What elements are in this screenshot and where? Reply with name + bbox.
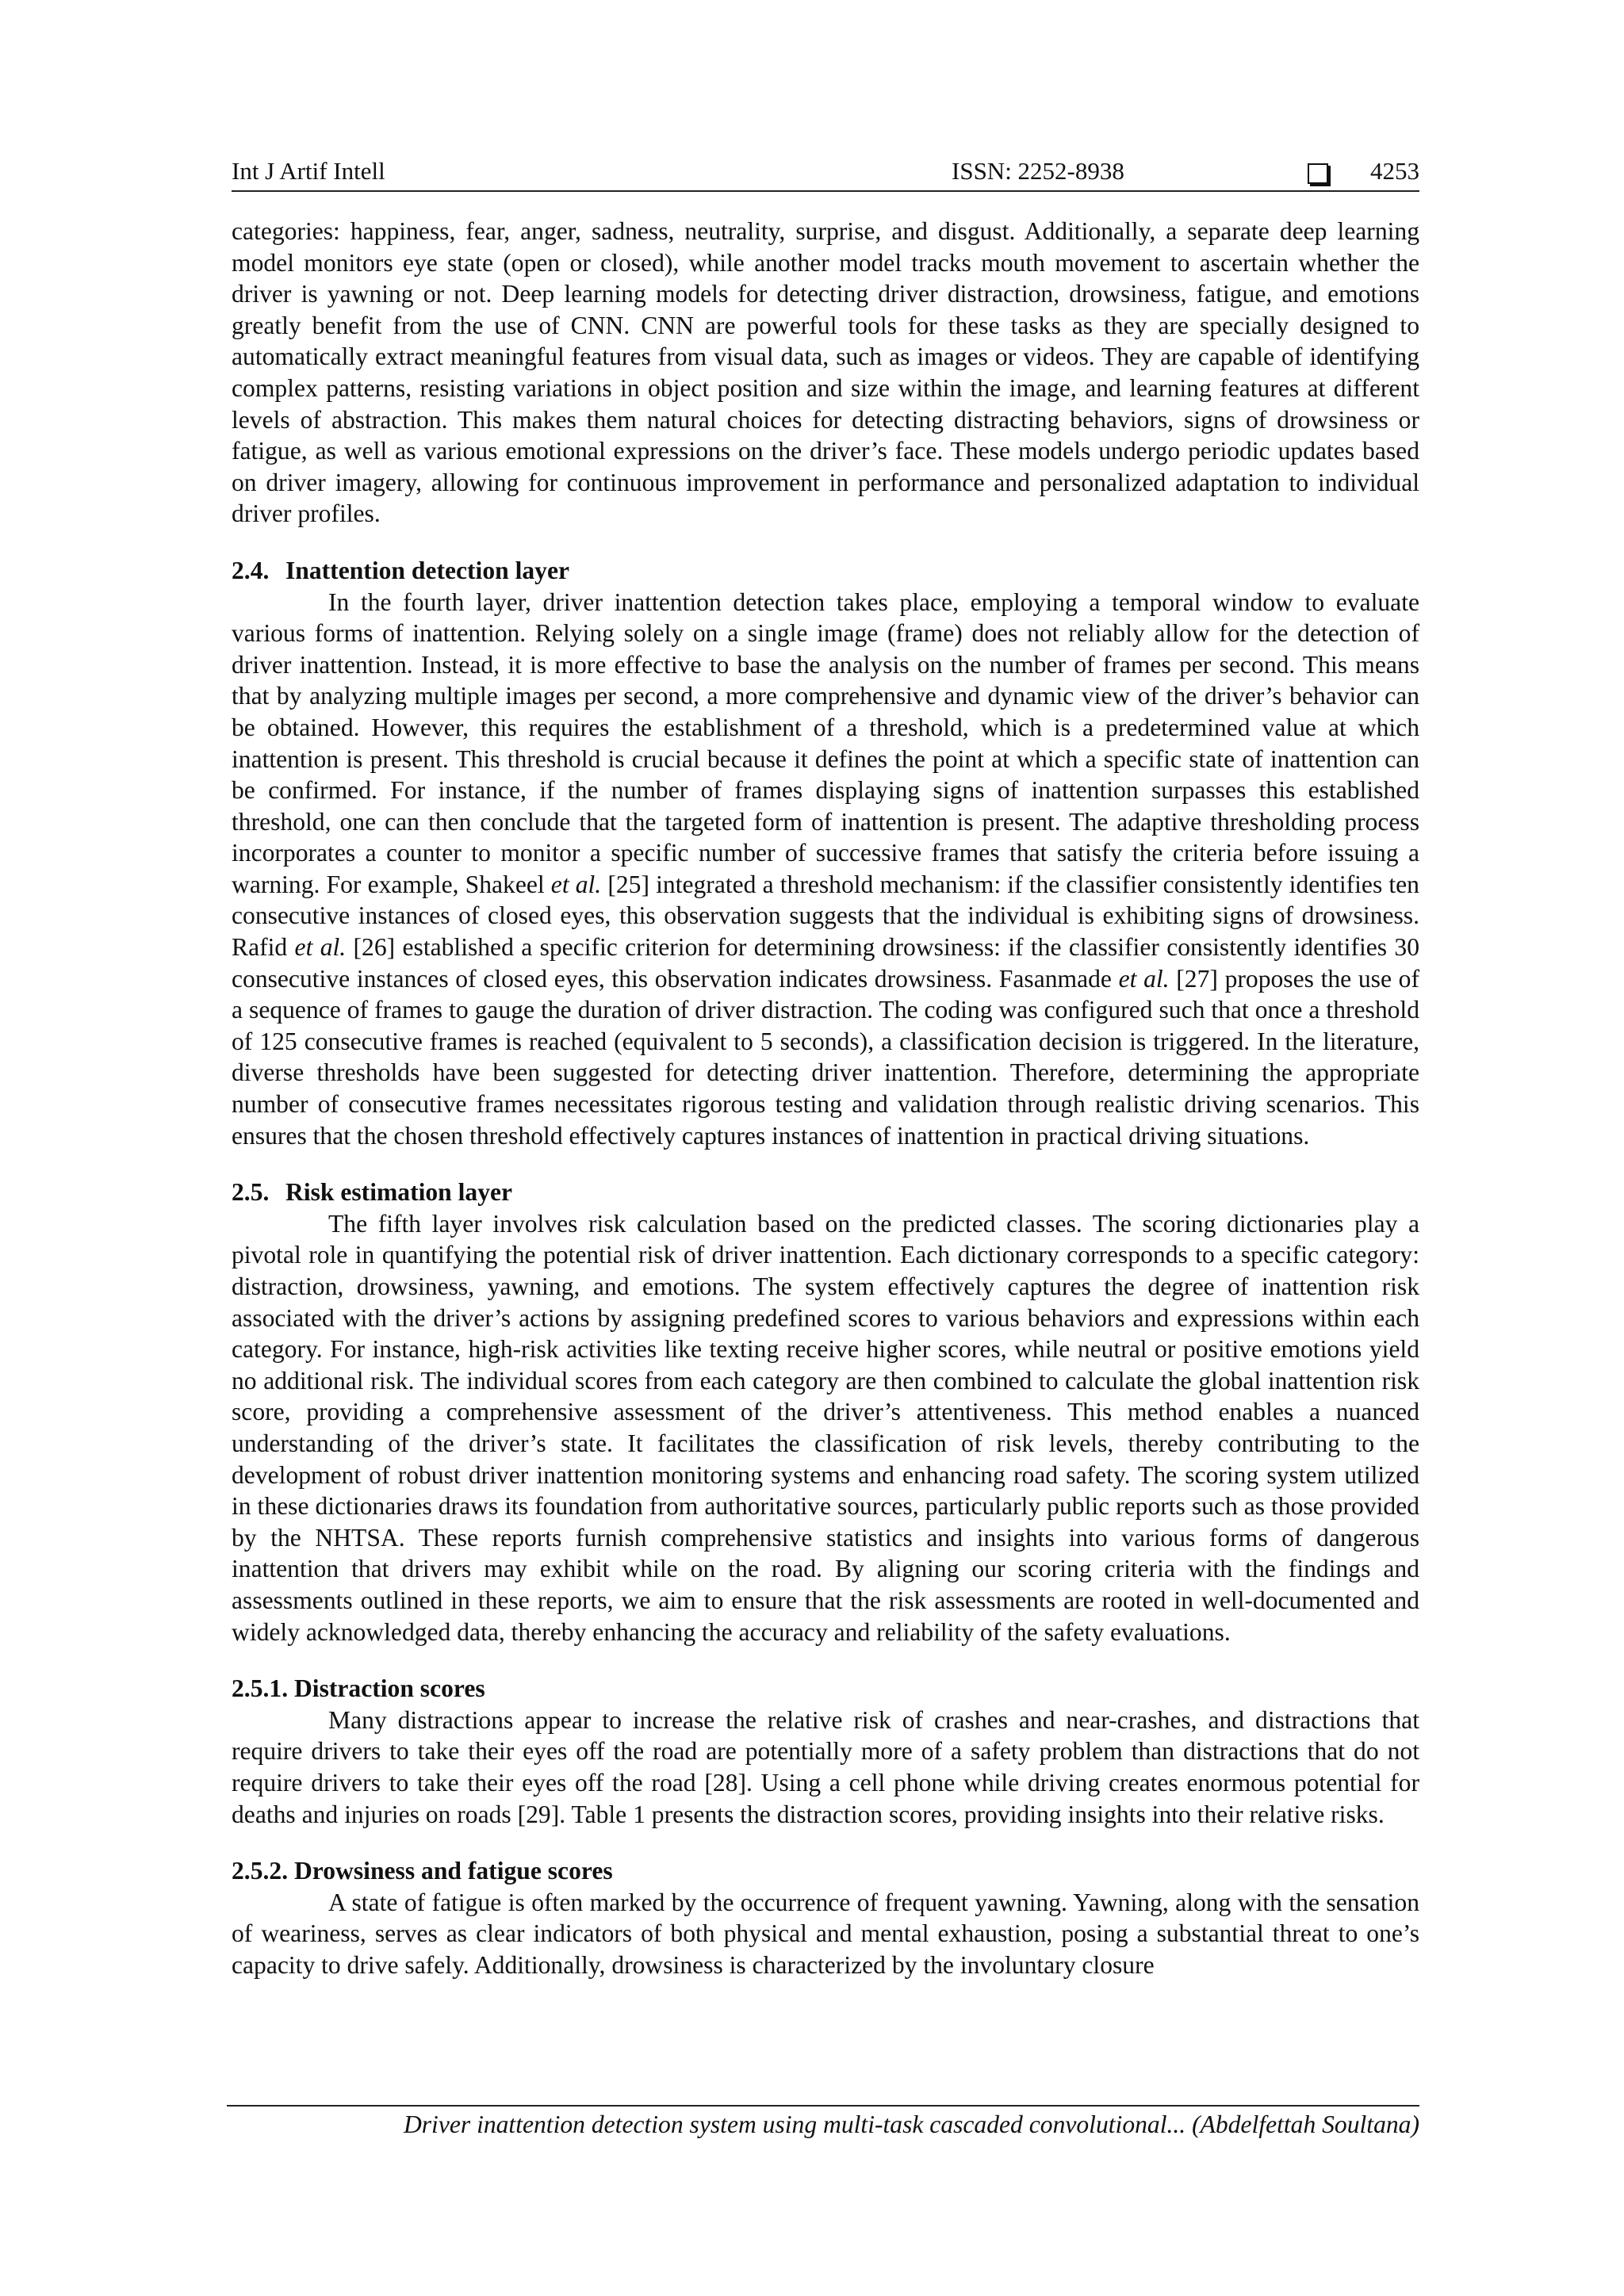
page-header [232,155,1419,192]
paragraph-text: [26] established a specific criterion for determining drowsiness: if the classifier consistently identifies 30 consecutive instances of closed eyes, this observation indicates drowsiness. Fasanmade [232,933,1419,993]
paragraph-distraction-scores: Many distractions appear to increase the relative risk of crashes and near-crashes, and distractions that require drivers to take their eyes off the road are potentially more of a safety problem than distractions that do not require drivers to take their eyes off the road [28]. Using a cell phone while driving creates enormous potential for deaths and injuries on roads [29]. Table 1 presents the distraction scores, providing insights into their relative risks. [232,1705,1419,1828]
section-heading-2-5-1: 2.5.1. Distraction scores [232,1674,485,1703]
journal-name: Int J Artif Intell [232,157,385,185]
section-number: 2.4. [232,556,270,584]
running-title: Driver inattention detection system using multi-task cascaded convolutional... (Abdelfettah Soultana) [403,2110,1419,2138]
section-heading-2-5-2: 2.5.2. Drowsiness and fatigue scores [232,1857,613,1885]
paragraph-drowsiness-scores: A state of fatigue is often marked by the occurrence of frequent yawning. Yawning, along with the sensation of weariness, serves as clear indicators of both physical and mental exhaustion, posing a substantial threat to one’s capacity to drive safely. Additionally, drowsiness is characterized by the involuntary closure [232,1888,1419,1979]
square-box-icon [1308,163,1328,184]
section-heading-2-5 [232,1177,1419,1208]
citation-etal: et al. [550,870,602,898]
section-heading-2-4 [232,555,1419,587]
page-number: 4253 [1370,157,1419,185]
citation-etal: et al. [1118,964,1170,993]
paragraph-risk-estimation: The fifth layer involves risk calculation based on the predicted classes. The scoring dictionaries play a pivotal role in quantifying the potential risk of driver inattention. Each dictionary corresponds to a specific category: distraction, drowsiness, yawning, and emotions. The system effectively captures the degree of inattention risk associated with the driver’s actions by assigning predefined scores to various behaviors and expressions within each category. For instance, high-risk activities like texting receive higher scores, while neutral or positive emotions yield no additional risk. The individual scores from each category are then combined to calculate the global inattention risk score, providing a comprehensive assessment of the driver’s attentiveness. This method enables a nuanced understanding of the driver’s state. It facilitates the classification of risk levels, thereby contributing to the development of robust driver inattention monitoring systems and enhancing road safety. The scoring system utilized in these dictionaries draws its foundation from authoritative sources, particularly public reports such as those provided by the NHTSA. These reports furnish comprehensive statistics and insights into various forms of dangerous inattention that drivers may exhibit while on the road. By aligning our scoring criteria with the findings and assessments outlined in these reports, we aim to ensure that the risk assessments are rooted in well-documented and widely acknowledged data, thereby enhancing the accuracy and reliability of the safety evaluations. [232,1209,1419,1646]
section-number: 2.5. [232,1178,270,1207]
paragraph-text: [27] proposes the use of a sequence of frames to gauge the duration of driver distraction. The coding was configured such that once a threshold of 125 consecutive frames is reached (equivalent to 5 seconds), a classification decision is triggered. In the literature, diverse thresholds have been suggested for detecting driver inattention. Therefore, determining the appropriate number of consecutive frames necessitates rigorous testing and validation through realistic driving scenarios. This ensures that the chosen threshold effectively captures instances of inattention in practical driving situations. [232,964,1419,1150]
paragraph-text: [25] integrated a threshold mechanism: if the classifier consistently identifies ten consecutive instances of closed eyes, this observation suggests that the individual is exhibiting signs of drowsiness. Rafid [232,870,1419,962]
page-footer [227,2105,1419,2141]
paragraph-continued: categories: happiness, fear, anger, sadness, neutrality, surprise, and disgust. Additionally, a separate deep learning model monitors eye state (open or closed), while another model tracks mouth movement to ascertain whether the driver is yawning or not. Deep learning models for detecting driver distraction, drowsiness, fatigue, and emotions greatly benefit from the use of CNN. CNN are powerful tools for these tasks as they are specially designed to automatically extract meaningful features from visual data, such as images or videos. They are capable of identifying complex patterns, resisting variations in object position and size within the image, and learning features at different levels of abstraction. This makes them natural choices for detecting distracting behaviors, signs of drowsiness or fatigue, as well as various emotional expressions on the driver’s face. These models undergo periodic updates based on driver imagery, allowing for continuous improvement in performance and personalized adaptation to individual driver profiles. [232,217,1419,528]
issn-label: ISSN: 2252-8938 [952,157,1124,185]
section-title: Risk estimation layer [285,1178,513,1207]
section-title: Inattention detection layer [285,556,570,584]
paragraph-inattention-detection [232,587,1419,1152]
page-body [232,216,1419,1980]
citation-etal: et al. [294,933,347,962]
paragraph-text: In the fourth layer, driver inattention detection takes place, employing a temporal window to evaluate various forms of inattention. Relying solely on a single image (frame) does not reliably allow for the detection of driver inattention. Instead, it is more effective to base the analysis on the number of frames per second. This means that by analyzing multiple images per second, a more comprehensive and dynamic view of the driver’s behavior can be obtained. However, this requires the establishment of a threshold, which is a predetermined value at which inattention is present. This threshold is crucial because it defines the point at which a specific state of inattention can be confirmed. For instance, if the number of frames displaying signs of inattention surpasses this established threshold, one can then conclude that the targeted form of inattention is present. The adaptive thresholding process incorporates a counter to monitor a specific number of successive frames that satisfy the criteria before issuing a warning. For example, Shakeel [232,587,1419,898]
